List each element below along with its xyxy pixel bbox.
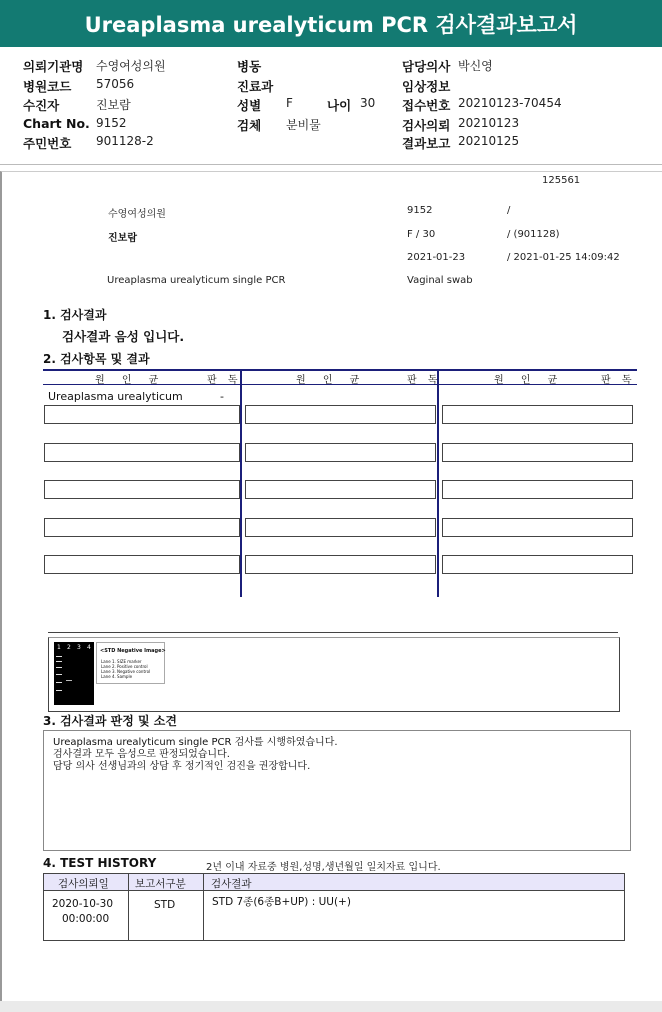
value-request-date: 20210123 bbox=[458, 116, 520, 130]
gel-lane-1: 1 bbox=[57, 644, 61, 651]
col-judgment-2: 판 독 bbox=[407, 375, 442, 386]
grid-divider-1 bbox=[240, 369, 242, 597]
gel-band bbox=[66, 680, 72, 681]
gel-lane-4: 4 bbox=[87, 644, 91, 651]
value-report-date: 20210125 bbox=[458, 134, 520, 148]
label-report-date: 결과보고 bbox=[402, 136, 451, 151]
label-clinical-info: 임상정보 bbox=[402, 79, 451, 94]
value-specimen: 분비물 bbox=[286, 118, 321, 132]
history-col-divider bbox=[128, 873, 129, 941]
col-organism-1: 원 인 균 bbox=[95, 375, 166, 386]
section-2-title: 2. 검사항목 및 결과 bbox=[43, 352, 150, 366]
gel-band bbox=[56, 667, 62, 668]
value-age: 30 bbox=[360, 96, 376, 110]
label-patient: 수진자 bbox=[23, 98, 60, 113]
opinion-line: 검사결과 모두 음성으로 판정되었습니다. bbox=[53, 749, 230, 760]
history-table bbox=[43, 873, 625, 941]
history-left-border bbox=[43, 891, 44, 941]
section-1-title: 1. 검사결과 bbox=[43, 308, 107, 322]
history-time: 00:00:00 bbox=[62, 913, 110, 925]
grid-divider-2 bbox=[437, 369, 439, 597]
gel-band bbox=[56, 682, 62, 683]
opinion-line: 담당 의사 선생님과의 상담 후 정기적인 검진을 권장합니다. bbox=[53, 761, 311, 772]
history-col-divider bbox=[203, 873, 204, 941]
result-cell bbox=[44, 443, 240, 462]
gel-band bbox=[56, 690, 62, 691]
report-title: Ureaplasma urealyticum PCR 검사결과보고서 bbox=[84, 13, 578, 37]
gel-band bbox=[56, 674, 62, 675]
label-chart-no: Chart No. bbox=[23, 116, 90, 131]
result-cell bbox=[245, 480, 436, 499]
label-doctor: 담당의사 bbox=[402, 59, 451, 74]
result-cell bbox=[44, 405, 240, 424]
gel-legend-line: Lane 1. SIZE marker bbox=[101, 659, 142, 664]
label-ward: 병동 bbox=[237, 59, 262, 74]
section-3-title: 3. 검사결과 판정 및 소견 bbox=[43, 714, 177, 728]
result-cell bbox=[442, 443, 633, 462]
col-organism-3: 원 인 균 bbox=[494, 375, 565, 386]
label-institution: 의뢰기관명 bbox=[23, 59, 84, 74]
result-cell bbox=[442, 480, 633, 499]
report-birth: / (901128) bbox=[507, 229, 560, 240]
value-resident-no: 901128-2 bbox=[96, 134, 154, 148]
row1-judgment: - bbox=[220, 390, 224, 403]
gel-legend-line: Lane 2. Positive control bbox=[101, 664, 148, 669]
report-code: 125561 bbox=[542, 175, 581, 186]
history-col-type: 보고서구분 bbox=[135, 878, 186, 890]
report-sex-age: F / 30 bbox=[407, 229, 436, 240]
history-col-result: 검사결과 bbox=[211, 878, 252, 890]
value-patient: 진보람 bbox=[96, 98, 131, 112]
value-sex: F bbox=[286, 96, 293, 110]
result-cell bbox=[245, 405, 436, 424]
gel-legend bbox=[96, 642, 165, 684]
result-cell bbox=[442, 518, 633, 537]
history-result: STD 7종(6종B+UP) : UU(+) bbox=[212, 896, 351, 908]
report-specimen: Vaginal swab bbox=[407, 275, 473, 286]
result-cell bbox=[245, 443, 436, 462]
col-judgment-1: 판 독 bbox=[207, 375, 242, 386]
history-date: 2020-10-30 bbox=[52, 898, 114, 910]
gel-legend-line: Lane 3. Negative control bbox=[101, 669, 151, 674]
opinion-box bbox=[43, 730, 631, 851]
gel-band bbox=[56, 661, 62, 662]
value-chart-no: 9152 bbox=[96, 116, 127, 130]
row1-organism: Ureaplasma urealyticum bbox=[48, 390, 183, 403]
result-cell bbox=[442, 405, 633, 424]
value-doctor: 박신영 bbox=[458, 59, 493, 73]
label-resident-no: 주민번호 bbox=[23, 136, 72, 151]
label-specimen: 검체 bbox=[237, 118, 262, 133]
result-summary: 검사결과 음성 입니다. bbox=[62, 329, 185, 344]
gel-top-rule bbox=[48, 632, 618, 633]
value-institution: 수영여성의원 bbox=[96, 59, 166, 73]
result-cell bbox=[245, 555, 436, 574]
section-4-title: 4. TEST HISTORY bbox=[43, 856, 157, 870]
label-accession-no: 접수번호 bbox=[402, 98, 451, 113]
col-organism-2: 원 인 균 bbox=[296, 375, 367, 386]
history-col-date: 검사의뢰일 bbox=[58, 878, 109, 890]
gel-electrophoresis-image bbox=[54, 642, 94, 705]
gel-lane-2: 2 bbox=[67, 644, 71, 651]
history-bottom-border bbox=[43, 940, 625, 941]
history-type: STD bbox=[154, 899, 176, 911]
label-request-date: 검사의뢰 bbox=[402, 118, 451, 133]
label-age: 나이 bbox=[327, 98, 352, 113]
history-note: 2년 이내 자료중 병원,성명,생년월일 일치자료 입니다. bbox=[206, 862, 441, 873]
label-sex: 성별 bbox=[237, 98, 262, 113]
gel-legend-title: <STD Negative Image> bbox=[100, 648, 166, 654]
report-slash: / bbox=[507, 205, 511, 216]
report-request-date: 2021-01-23 bbox=[407, 252, 466, 263]
page-bottom-margin bbox=[0, 1001, 662, 1012]
report-chart: 9152 bbox=[407, 205, 433, 216]
report-hospital: 수영여성의원 bbox=[108, 209, 166, 220]
label-department: 진료과 bbox=[237, 79, 274, 94]
label-hospital-code: 병원코드 bbox=[23, 79, 72, 94]
result-cell bbox=[442, 555, 633, 574]
report-report-datetime: / 2021-01-25 14:09:42 bbox=[507, 252, 620, 263]
report-test-name: Ureaplasma urealyticum single PCR bbox=[107, 275, 286, 286]
value-accession-no: 20210123-70454 bbox=[458, 96, 562, 110]
report-patient-name: 진보람 bbox=[108, 233, 137, 244]
result-cell bbox=[44, 518, 240, 537]
history-header-row bbox=[43, 873, 625, 891]
col-judgment-3: 판 독 bbox=[601, 375, 636, 386]
result-cell bbox=[44, 555, 240, 574]
gel-lane-3: 3 bbox=[77, 644, 81, 651]
gel-band bbox=[56, 656, 62, 657]
result-cell bbox=[245, 518, 436, 537]
gel-legend-line: Lane 4. Sample bbox=[101, 674, 133, 679]
history-right-border bbox=[624, 891, 625, 941]
header-divider bbox=[0, 164, 662, 165]
result-cell bbox=[44, 480, 240, 499]
value-hospital-code: 57056 bbox=[96, 77, 135, 91]
opinion-line: Ureaplasma urealyticum single PCR 검사를 시행하였습니다. bbox=[53, 737, 338, 748]
